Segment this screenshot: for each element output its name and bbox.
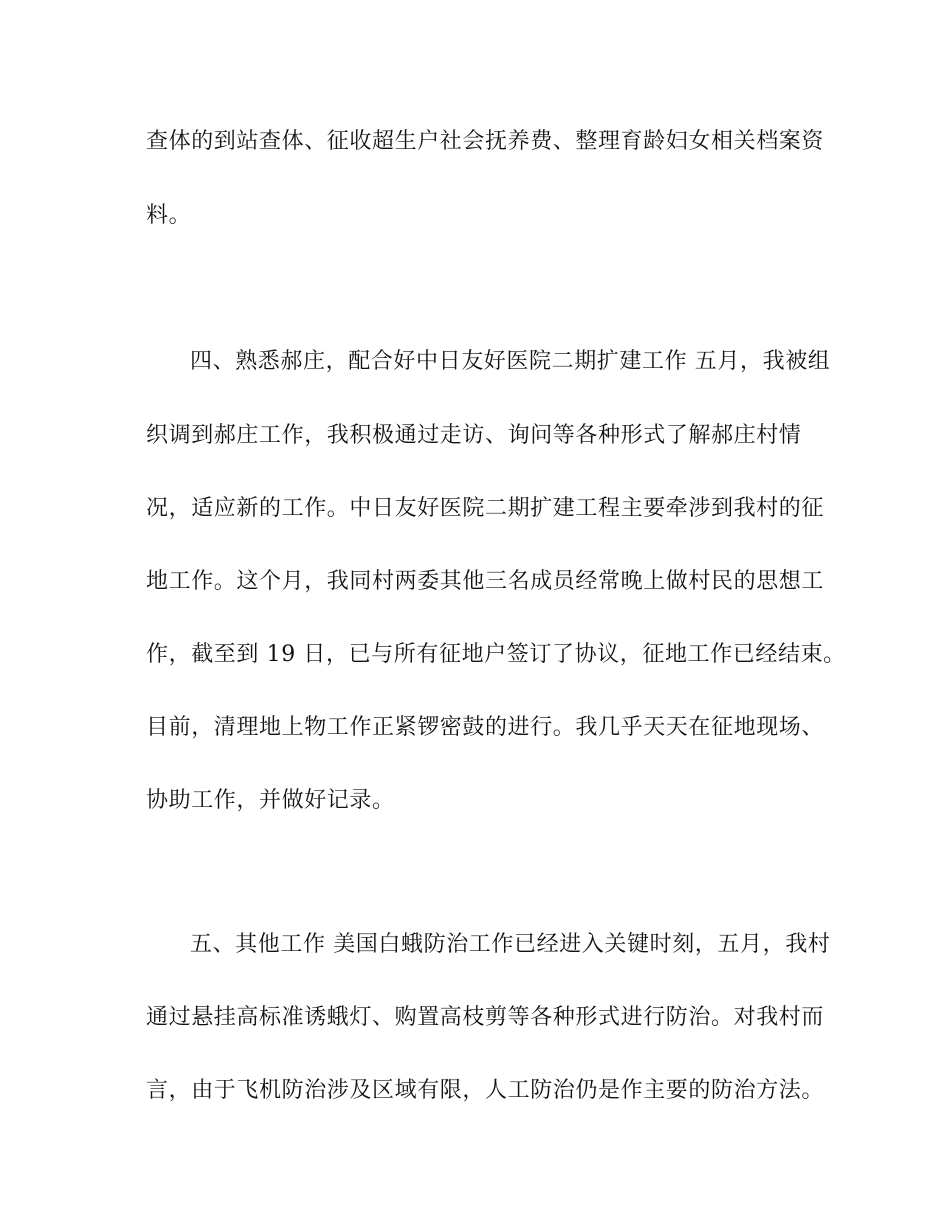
paragraph-line: 通过悬挂高标准诱蛾灯、购置高枝剪等各种形式进行防治。对我村而 [146, 1005, 825, 1030]
paragraph-line: 料。 [146, 203, 192, 228]
section-four-heading-line: 四、熟悉郝庄，配合好中日友好医院二期扩建工作 五月，我被组 [190, 349, 831, 374]
paragraph-line: 况，适应新的工作。中日友好医院二期扩建工程主要牵涉到我村的征 [146, 496, 825, 521]
paragraph-line: 织调到郝庄工作，我积极通过走访、询问等各种形式了解郝庄村情 [146, 423, 802, 448]
paragraph-line: 言，由于飞机防治涉及区域有限，人工防治仍是作主要的防治方法。 [146, 1078, 825, 1103]
paragraph-line: 目前，清理地上物工作正紧锣密鼓的进行。我几乎天天在征地现场、 [146, 715, 825, 740]
paragraph-line: 查体的到站查体、征收超生户社会抚养费、整理育龄妇女相关档案资 [146, 129, 825, 154]
section-five-heading-line: 五、其他工作 美国白蛾防治工作已经进入关键时刻，五月，我村 [190, 932, 831, 957]
paragraph-line: 地工作。这个月，我同村两委其他三名成员经常晚上做村民的思想工 [146, 569, 825, 594]
paragraph-line: 协助工作，并做好记录。 [146, 788, 395, 813]
paragraph-line: 作，截至到 19 日，已与所有征地户签订了协议，征地工作已经结束。 [146, 642, 846, 667]
